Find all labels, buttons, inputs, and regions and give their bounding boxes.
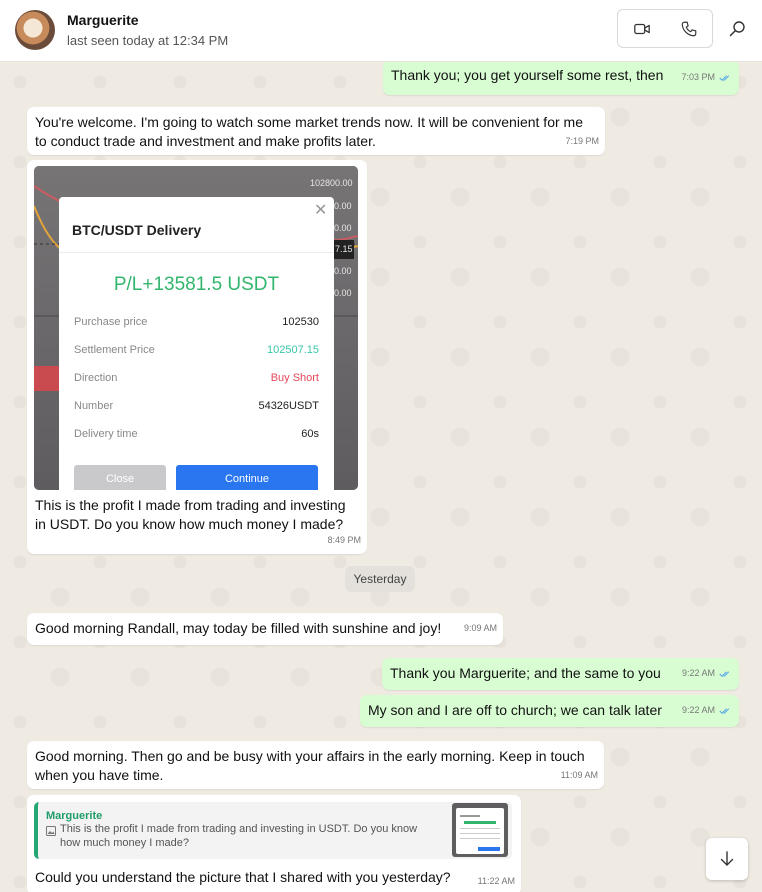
message-list[interactable] <box>0 62 762 892</box>
message-text: Good morning. Then go and be busy with your affairs in the early morning. Keep in touch when you have time. <box>35 748 585 783</box>
message-time: 7:19 PM <box>565 136 599 146</box>
detail-row <box>74 397 319 413</box>
axis-label: 102800.00 <box>310 178 353 188</box>
message-meta <box>682 701 731 720</box>
message-text: My son and I are off to church; we can talk later <box>368 702 662 718</box>
message-meta <box>561 766 598 785</box>
detail-row <box>74 313 319 329</box>
message-text: Good morning Randall, may today be filled with sunshine and joy! <box>35 620 442 636</box>
message-time: 8:49 PM <box>327 535 361 545</box>
message-text: Could you understand the picture that I shared with you yesterday? <box>35 869 451 885</box>
axis-label: 0.00 <box>334 266 352 276</box>
row-label: Delivery time <box>74 428 138 440</box>
message-text: This is the profit I made from trading and investing in USDT. Do you know how much money I made? <box>35 497 346 532</box>
divider <box>59 252 334 253</box>
axis-label: 0.00 <box>334 201 352 211</box>
message-meta <box>565 132 599 151</box>
message-meta <box>327 531 361 550</box>
row-value: 60s <box>301 428 319 440</box>
quoted-image-thumbnail <box>452 803 508 857</box>
image-message-bubble[interactable] <box>27 160 367 554</box>
message-bubble-incoming[interactable] <box>27 741 604 789</box>
day-separator: Yesterday <box>345 566 415 592</box>
row-value: 102530 <box>282 316 319 328</box>
row-label: Settlement Price <box>74 344 155 356</box>
profit-value: P/L+13581.5 USDT <box>113 274 280 295</box>
avatar[interactable] <box>15 10 55 50</box>
message-time: 7:03 PM <box>681 72 715 82</box>
image-icon <box>46 826 56 836</box>
row-value: Buy Short <box>270 372 319 384</box>
contact-name[interactable]: Marguerite <box>67 12 139 28</box>
phone-icon <box>680 20 698 38</box>
message-bubble-incoming[interactable] <box>27 613 503 645</box>
axis-label: 7.15 <box>334 240 354 259</box>
modal-continue-button: Continue <box>176 465 318 490</box>
video-call-button[interactable] <box>618 10 665 47</box>
message-text: You're welcome. I'm going to watch some market trends now. It will be convenient for me to conduct trade and investment and make profits later. <box>35 114 583 149</box>
quoted-text: This is the profit I made from trading and investing in USDT. Do you know how much money I made? <box>60 823 418 849</box>
modal-title: BTC/USDT Delivery <box>72 222 202 238</box>
close-icon: ✕ <box>314 202 328 219</box>
message-time: 11:09 AM <box>560 770 598 780</box>
detail-row <box>74 341 319 357</box>
message-time: 11:22 AM <box>477 876 515 886</box>
message-time: 9:22 AM <box>681 705 715 715</box>
detail-row <box>74 425 319 441</box>
axis-label: 0.00 <box>334 288 352 298</box>
search-icon[interactable] <box>727 19 747 39</box>
shared-screenshot-image[interactable] <box>34 166 358 490</box>
row-label: Number <box>74 400 114 412</box>
message-time: 9:09 AM <box>463 623 497 633</box>
message-text: Thank you; you get yourself some rest, then <box>391 67 664 83</box>
double-check-icon <box>719 707 731 715</box>
axis-label: 0.00 <box>334 223 352 233</box>
quoted-sender-name: Marguerite <box>46 810 103 822</box>
row-value: 102507.15 <box>267 344 319 356</box>
reply-message-bubble[interactable] <box>27 795 521 892</box>
arrow-down-icon <box>718 850 736 868</box>
message-meta <box>681 68 731 87</box>
message-bubble-outgoing[interactable] <box>383 62 739 95</box>
modal-close-button: Close <box>74 465 166 490</box>
row-label: Direction <box>74 372 118 384</box>
message-meta <box>682 664 731 683</box>
double-check-icon <box>719 74 731 82</box>
voice-call-button[interactable] <box>665 10 712 47</box>
scroll-to-bottom-button[interactable] <box>706 838 748 880</box>
row-label: Purchase price <box>74 316 148 328</box>
double-check-icon <box>719 670 731 678</box>
quoted-message[interactable] <box>34 802 512 859</box>
message-time: 9:22 AM <box>681 668 715 678</box>
detail-row <box>74 369 319 385</box>
message-text: Thank you Marguerite; and the same to you <box>390 665 661 681</box>
call-button-group <box>617 9 713 48</box>
message-meta <box>464 619 497 638</box>
message-bubble-outgoing[interactable] <box>382 658 739 690</box>
message-bubble-outgoing[interactable] <box>360 695 739 727</box>
row-value: 54326USDT <box>258 400 319 412</box>
message-bubble-incoming[interactable] <box>27 107 605 155</box>
message-meta <box>478 872 515 891</box>
last-seen-status: last seen today at 12:34 PM <box>67 33 229 48</box>
video-camera-icon <box>633 20 651 38</box>
delivery-modal <box>59 197 334 490</box>
chat-header <box>0 0 762 62</box>
